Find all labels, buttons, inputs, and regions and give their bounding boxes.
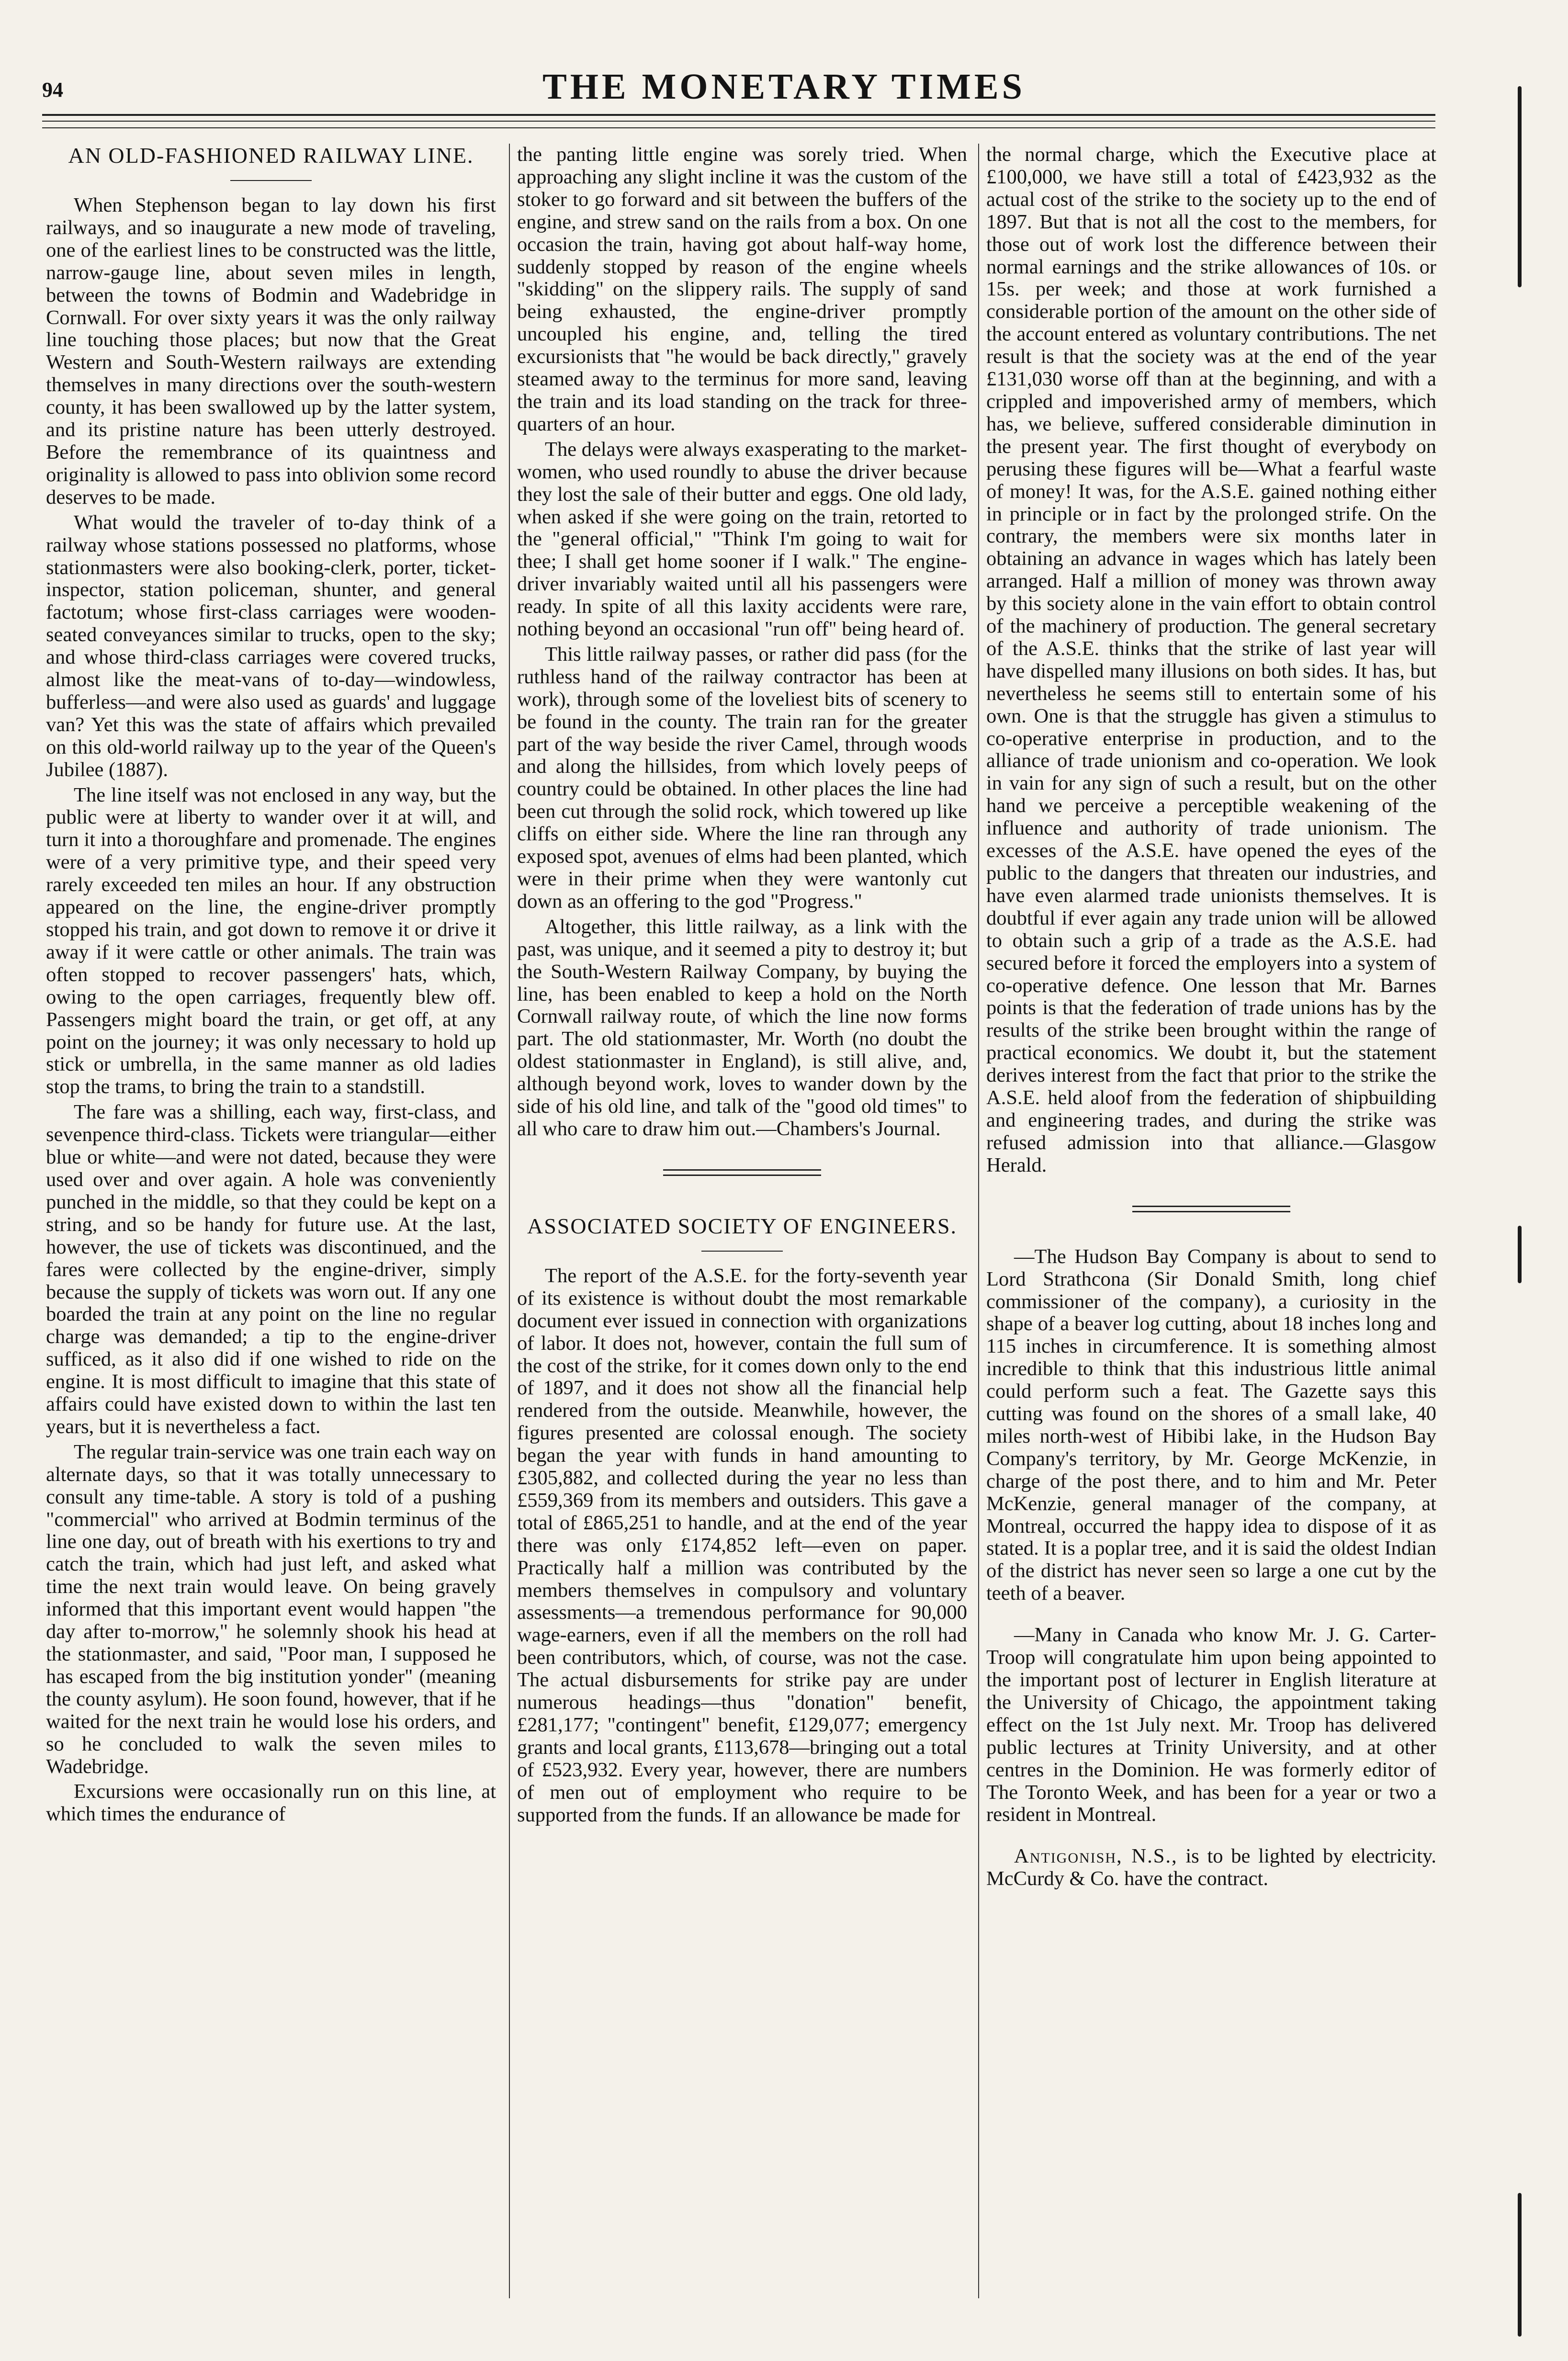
article-paragraph: The report of the A.S.E. for the forty-seventh year of its existence is without doubt the most remarkable document ever issued in connection with organizations of labor. It does not, however, contain the full sum of the cost of the strike, for it comes down only to the end of 1897, and it does not show all the financial help rendered from the outside. Meanwhile, however, the figures presented are colossal enough. The society began the year with funds in hand amounting to £305,882, and collected during the year no less than £559,369 from its members and outsiders. This gave a total of £865,251 to handle, and at the end of the year there was only £174,852 left—even on paper. Practically half a million was contributed by the members themselves in compulsory and voluntary assessments—a tremendous performance for 90,000 wage-earners, even if all the members on the roll had been contributors, which, of course, was not the case. The actual disbursements for strike pay are under numerous headings—thus "donation" benefit, £281,177; "contingent" benefit, £129,077; emergency grants and local grants, £113,678—bringing out a total of £523,932. Every year, however, there are numbers of men out of employment who require to be supported from the funds. If an allowance be made for [517, 1264, 967, 1826]
article-headline-railway: AN OLD-FASHIONED RAILWAY LINE. [68, 143, 474, 168]
binding-edge-mark [1518, 86, 1522, 287]
news-note-hudson-bay: —The Hudson Bay Company is about to send to Lord Strathcona (Sir Donald Smith, long chief commissioner of the company), a curiosity in the shape of a beaver log cutting, about 18 inches long and 115 inches in circumference. It is something almost incredible to think that this industrious little animal could perform such a feat. The Gazette says this cutting was found on the shores of a small lake, 40 miles north-west of Hibibi lake, in the Hudson Bay Company's territory, by Mr. George McKenzie, in charge of the post there, and to him and Mr. Peter McKenzie, general manager of the company, at Montreal, occurred the happy idea to dispose of it as stated. It is a poplar tree, and it is said the oldest Indian of the district has never seen so large a one cut by the teeth of a beaver. [986, 1245, 1436, 1605]
note-text: is to be lighted by electricity. McCurdy & Co. have the contract. [986, 1845, 1436, 1890]
headline-divider [230, 180, 312, 181]
column-2 [517, 144, 967, 1827]
binding-edge-mark [1518, 1226, 1522, 1283]
article-paragraph: The fare was a shilling, each way, first-class, and sevenpence third-class. Tickets were triangular—either blue or white—and were not dated, because they were used over and over again. A hole was conveniently punched in the middle, so that they could be kept on a string, and so be handy for future use. At the last, however, the use of tickets was discontinued, and the fares were collected by the engine-driver, simply because the supply of tickets was worn out. If any one boarded the train at any point on the line no regular charge was demanded; a tip to the engine-driver sufficed, as it also did if one wished to ride on the engine. It is most difficult to imagine that this state of affairs could have existed down to within the last ten years, but it is nevertheless a fact. [46, 1101, 496, 1438]
article-paragraph: The delays were always exasperating to the market-women, who used roundly to abuse the driver because they lost the sale of their butter and eggs. One old lady, when asked if she were going on the train, retorted to the "general official," "Think I'm going to wait for thee; I shall get home sooner if I walk." The engine-driver invariably waited until all his passengers were ready. In spite of all this laxity accidents were rare, nothing beyond an occasional "run off" being heard of. [517, 438, 967, 641]
column-divider [509, 144, 510, 2298]
article-headline-engineers: ASSOCIATED SOCIETY OF ENGINEERS. [527, 1213, 957, 1238]
column-1 [46, 144, 496, 1826]
column-3 [986, 144, 1436, 1890]
article-paragraph: the normal charge, which the Executive place at £100,000, we have still a total of £423,932 as the actual cost of the strike to the society up to the end of 1897. But that is not all the cost to the members, for those out of work lost the difference between their normal earnings and the strike allowances of 10s. or 15s. per week; and those at work furnished a considerable portion of the amount on the other side of the account entered as voluntary contributions. The net result is that the society was at the end of the year £131,030 worse off than at the beginning, and with a crippled and impoverished army of members, which has, we believe, suffered considerable diminution in the present year. The first thought of everybody on perusing these figures will be—What a fearful waste of money! It was, for the A.S.E. gained nothing either in principle or in fact by the prolonged strife. On the contrary, the members were six months later in obtaining an advance in wages which has lately been arranged. Half a million of money was thrown away by this society alone in the vain effort to obtain control of the machinery of production. The general secretary of the A.S.E. thinks that the strike of last year will have dispelled many illusions on both sides. It has, but nevertheless he seems still to entertain some of his own. One is that the struggle has given a stimulus to co-operative enterprise in production, and to the alliance of trade unionism and co-operation. We look in vain for any sign of such a result, but on the other hand we perceive a perceptible weakening of the influence and authority of trade unionism. The excesses of the A.S.E. have opened the eyes of the public to the dangers that threaten our industries, and have even alarmed trade unionists themselves. It is doubtful if ever again any trade union will be allowed to obtain such a grip of a trade as the A.S.E. had secured before it forced the employers into a system of co-operative defence. One lesson that Mr. Barnes points is that the federation of trade unions has by the results of the strike been brought within the range of practical economics. We doubt it, but the statement derives interest from the fact that prior to the strike the A.S.E. held aloof from the federation of shipbuilding and engineering trades, and during the strike was refused admission into that alliance.—Glasgow Herald. [986, 143, 1436, 1176]
article-paragraph: the panting little engine was sorely tried. When approaching any slight incline it was the custom of the stoker to go forward and sit between the buffers of the engine, and strew sand on the rails from a box. On one occasion the train, having got about half-way home, suddenly stopped by reason of the engine wheels "skidding" on the slippery rails. The supply of sand being exhausted, the engine-driver promptly uncoupled his engine, and, telling the tired excursionists that "he would be back directly," gravely steamed away to the terminus for more sand, leaving the train and its load standing on the track for three-quarters of an hour. [517, 143, 967, 435]
binding-edge-mark [1518, 2193, 1522, 2337]
article-paragraph: Excursions were occasionally run on this line, at which times the endurance of [46, 1780, 496, 1826]
section-divider [1132, 1206, 1290, 1207]
article-paragraph: When Stephenson began to lay down his first railways, and so inaugurate a new mode of traveling, one of the earliest lines to be constructed was the little, narrow-gauge line, about seven miles in length, between the towns of Bodmin and Wadebridge in Cornwall. For over sixty years it was the only railway line touching those places; but now that the Great Western and South-Western railways are extending themselves in many directions over the south-western county, it has been swallowed up by the latter system, and its pristine nature has been utterly destroyed. Before the remembrance of its quaintness and originality is allowed to pass into oblivion some record deserves to be made. [46, 194, 496, 508]
page-number: 94 [42, 78, 63, 102]
article-paragraph: The regular train-service was one train each way on alternate days, so that it was totally unnecessary to consult any time-table. A story is told of a pushing "commercial" who arrived at Bodmin terminus of the line one day, out of breath with his exertions to try and catch the train, which had just left, and asked what time the next train would leave. On being gravely informed that this important event would happen "the day after to-morrow," he solemnly shook his head at the stationmaster, and said, "Poor man, I supposed he has escaped from the big institution yonder" (meaning the county asylum). He soon found, however, that if he waited for the next train he would lose his orders, and so he concluded to walk the seven miles to Wadebridge. [46, 1440, 496, 1778]
headline-divider [701, 1251, 783, 1252]
news-note-carter-troop: —Many in Canada who know Mr. J. G. Carter-Troop will congratulate him upon being appointed to the important post of lecturer in English literature at the University of Chicago, the appointment taking effect on the 1st July next. Mr. Troop has delivered public lectures at Trinity University, and at other centres in the Dominion. He was formerly editor of The Toronto Week, and has been for a year or two a resident in Montreal. [986, 1624, 1436, 1826]
header-rule-thin [42, 127, 1435, 128]
masthead-title: THE MONETARY TIMES [542, 67, 1026, 107]
place-name: Antigonish, N.S., [1014, 1845, 1178, 1868]
column-divider [978, 144, 979, 2298]
article-paragraph: What would the traveler of to-day think of a railway whose stations possessed no platforms, whose stationmasters were also booking-clerk, porter, ticket-inspector, station policeman, shunter, and general factotum; whose first-class carriages were wooden-seated conveyances similar to trucks, open to the sky; and whose third-class carriages were covered trucks, almost like the meat-vans of to-day—windowless, bufferless—and were also used as guards' and luggage van? Yet this was the state of affairs which prevailed on this old-world railway up to the year of the Queen's Jubilee (1887). [46, 511, 496, 781]
article-paragraph: This little railway passes, or rather did pass (for the ruthless hand of the railway contractor has been at work), through some of the loveliest bits of scenery to be found in the county. The train ran for the greater part of the way beside the river Camel, through woods and along the hillsides, from which lovely peeps of country could be obtained. In other places the line had been cut through the solid rock, which towered up like cliffs on either side. Where the line ran through any exposed spot, avenues of elms had been planted, which were in their prime when they were wantonly cut down as an offering to the god "Progress." [517, 643, 967, 913]
header-rule-thin [42, 121, 1435, 122]
article-paragraph: The line itself was not enclosed in any way, but the public were at liberty to wander over it at will, and turn it into a thoroughfare and promenade. The engines were of a very primitive type, and their speed very rarely exceeded ten miles an hour. If any obstruction appeared on the line, the engine-driver promptly stopped his train, and got down to remove it or drive it away if it were cattle or other animals. The train was often stopped to recover passengers' hats, which, owing to the open carriages, frequently blew off. Passengers might board the train, or get off, at any point on the journey; it was only necessary to hold up stick or umbrella, in the same manner as old ladies stop the trams, to bring the train to a standstill. [46, 783, 496, 1098]
article-paragraph: Altogether, this little railway, as a link with the past, was unique, and it seemed a pity to destroy it; but the South-Western Railway Company, by buying the line, has been enabled to keep a hold on the North Cornwall railway route, of which the line now forms part. The old stationmaster, Mr. Worth (no doubt the oldest stationmaster in England), is still alive, and, although beyond work, loves to wander down by the side of his old line, and talk of the "good old times" to all who care to draw him out.—Chambers's Journal. [517, 915, 967, 1140]
header-rule [42, 114, 1435, 116]
news-note-antigonish [986, 1845, 1436, 1890]
section-divider [663, 1169, 821, 1171]
